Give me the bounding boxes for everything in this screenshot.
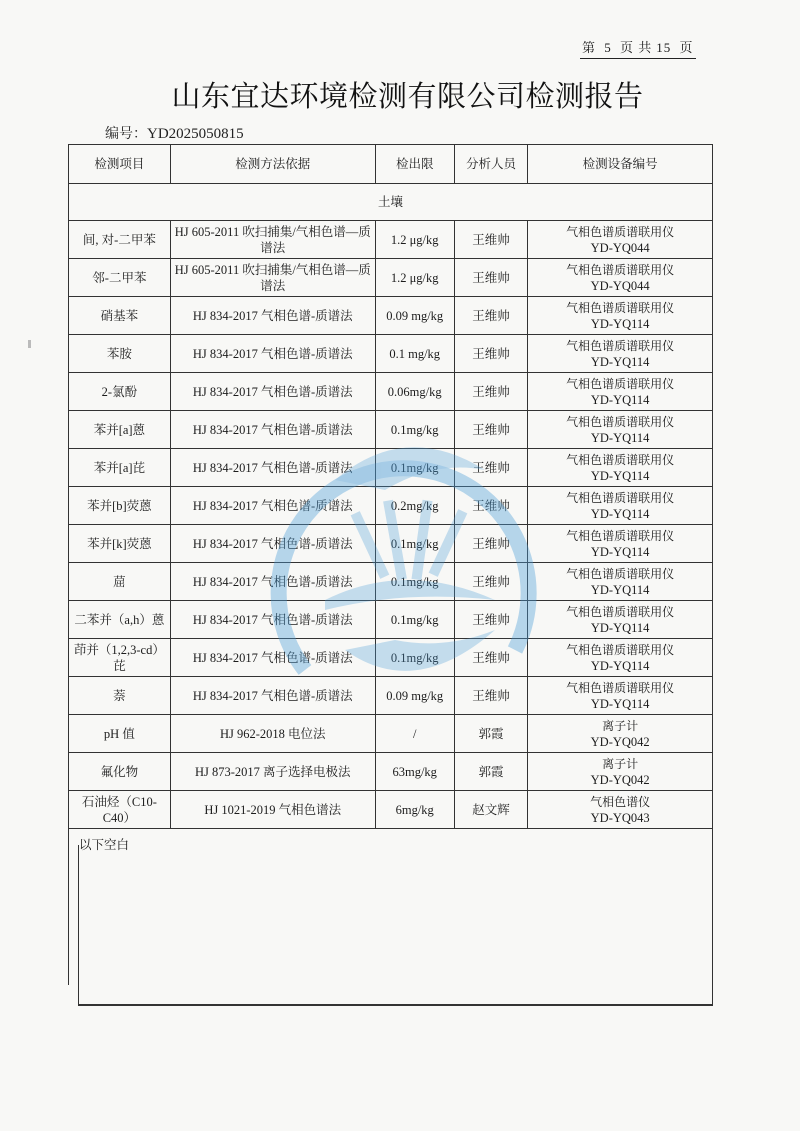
equipment-name: 气相色谱质谱联用仪 — [566, 528, 675, 543]
table-row — [69, 221, 713, 259]
equipment-name: 气相色谱质谱联用仪 — [566, 262, 675, 277]
equipment — [528, 677, 713, 715]
test-item: 石油烃（C10-C40） — [69, 791, 171, 829]
test-method: HJ 873-2017 离子选择电极法 — [170, 753, 375, 791]
equipment-name: 气相色谱质谱联用仪 — [566, 604, 675, 619]
section-row — [69, 184, 713, 221]
detection-limit: 6mg/kg — [375, 791, 454, 829]
test-item: 萘 — [69, 677, 171, 715]
analyst: 王维帅 — [454, 373, 528, 411]
detection-limit: 63mg/kg — [375, 753, 454, 791]
report-title: 山东宜达环境检测有限公司检测报告 — [171, 79, 644, 113]
detection-limit: 0.1mg/kg — [375, 525, 454, 563]
blank-note-row — [69, 829, 713, 986]
equipment-id: YD-YQ043 — [590, 810, 650, 825]
equipment-name: 气相色谱质谱联用仪 — [566, 490, 675, 505]
col-header-limit: 检出限 — [375, 145, 454, 184]
table-row — [69, 411, 713, 449]
analyst: 王维帅 — [454, 601, 528, 639]
equipment — [528, 715, 713, 753]
equipment-id: YD-YQ114 — [590, 582, 650, 597]
detection-limit: 0.09 mg/kg — [375, 677, 454, 715]
equipment-name: 气相色谱质谱联用仪 — [566, 224, 675, 239]
analyst: 王维帅 — [454, 411, 528, 449]
test-item: 苯并[k]荧蒽 — [69, 525, 171, 563]
analyst: 郭霞 — [454, 715, 528, 753]
page-total: 15 — [656, 40, 672, 55]
test-item: 间, 对-二甲苯 — [69, 221, 171, 259]
detection-limit: 0.09 mg/kg — [375, 297, 454, 335]
detection-limit: 0.2mg/kg — [375, 487, 454, 525]
analyst: 王维帅 — [454, 221, 528, 259]
detection-limit: 0.1 mg/kg — [375, 335, 454, 373]
equipment — [528, 601, 713, 639]
equipment — [528, 791, 713, 829]
test-item: 苯并[a]蒽 — [69, 411, 171, 449]
test-method: HJ 834-2017 气相色谱-质谱法 — [170, 601, 375, 639]
analyst: 王维帅 — [454, 525, 528, 563]
test-item: 茚并（1,2,3-cd）芘 — [69, 639, 171, 677]
test-method: HJ 834-2017 气相色谱-质谱法 — [170, 677, 375, 715]
equipment-id: YD-YQ114 — [590, 696, 650, 711]
equipment-id: YD-YQ044 — [590, 278, 650, 293]
detection-limit: 0.1mg/kg — [375, 563, 454, 601]
test-method: HJ 834-2017 气相色谱-质谱法 — [170, 525, 375, 563]
test-method: HJ 834-2017 气相色谱-质谱法 — [170, 411, 375, 449]
table-row — [69, 297, 713, 335]
table-row — [69, 373, 713, 411]
report-number-label: 编号： — [105, 126, 147, 142]
equipment-id: YD-YQ044 — [590, 240, 650, 255]
blank-note: 以下空白 — [69, 829, 713, 986]
analyst: 王维帅 — [454, 677, 528, 715]
equipment-id: YD-YQ042 — [590, 734, 650, 749]
table-row — [69, 639, 713, 677]
page-number — [580, 37, 696, 59]
equipment-id: YD-YQ114 — [590, 468, 650, 483]
test-item: 苯并[b]荧蒽 — [69, 487, 171, 525]
table-row — [69, 487, 713, 525]
equipment-id: YD-YQ114 — [590, 620, 650, 635]
equipment-name: 气相色谱质谱联用仪 — [566, 338, 675, 353]
analyst: 王维帅 — [454, 297, 528, 335]
test-method: HJ 1021-2019 气相色谱法 — [170, 791, 375, 829]
detection-limit: 0.1mg/kg — [375, 411, 454, 449]
equipment — [528, 335, 713, 373]
equipment — [528, 525, 713, 563]
detection-limit: 0.06mg/kg — [375, 373, 454, 411]
equipment-name: 气相色谱质谱联用仪 — [566, 566, 675, 581]
equipment — [528, 221, 713, 259]
equipment-id: YD-YQ114 — [590, 316, 650, 331]
test-method: HJ 834-2017 气相色谱-质谱法 — [170, 487, 375, 525]
equipment-id: YD-YQ114 — [590, 506, 650, 521]
analyst: 王维帅 — [454, 449, 528, 487]
analyst: 王维帅 — [454, 335, 528, 373]
analyst: 王维帅 — [454, 563, 528, 601]
test-item: 苯并[a]芘 — [69, 449, 171, 487]
test-item: pH 值 — [69, 715, 171, 753]
detection-limit: / — [375, 715, 454, 753]
table-header-row — [69, 145, 713, 184]
test-method: HJ 834-2017 气相色谱-质谱法 — [170, 639, 375, 677]
equipment-name: 气相色谱仪 — [590, 794, 651, 809]
equipment — [528, 297, 713, 335]
equipment — [528, 753, 713, 791]
equipment-id: YD-YQ114 — [590, 544, 650, 559]
equipment-name: 离子计 — [602, 718, 639, 733]
test-method: HJ 605-2011 吹扫捕集/气相色谱—质谱法 — [170, 259, 375, 297]
equipment-id: YD-YQ114 — [590, 354, 650, 369]
equipment-name: 气相色谱质谱联用仪 — [566, 452, 675, 467]
scan-artifact — [28, 340, 31, 348]
equipment — [528, 563, 713, 601]
equipment — [528, 487, 713, 525]
equipment-id: YD-YQ114 — [590, 430, 650, 445]
test-item: 邻-二甲苯 — [69, 259, 171, 297]
detection-limit: 0.1mg/kg — [375, 639, 454, 677]
equipment-id: YD-YQ114 — [590, 392, 650, 407]
equipment-id: YD-YQ114 — [590, 658, 650, 673]
analyst: 赵文辉 — [454, 791, 528, 829]
table-row — [69, 601, 713, 639]
test-method: HJ 962-2018 电位法 — [170, 715, 375, 753]
table-row — [69, 259, 713, 297]
equipment-name: 气相色谱质谱联用仪 — [566, 300, 675, 315]
equipment-name: 气相色谱质谱联用仪 — [566, 376, 675, 391]
test-method: HJ 834-2017 气相色谱-质谱法 — [170, 563, 375, 601]
equipment-name: 气相色谱质谱联用仪 — [566, 414, 675, 429]
table-row — [69, 525, 713, 563]
test-item: 二苯并（a,h）蒽 — [69, 601, 171, 639]
col-header-equipment: 检测设备编号 — [528, 145, 713, 184]
test-method: HJ 605-2011 吹扫捕集/气相色谱—质谱法 — [170, 221, 375, 259]
equipment — [528, 449, 713, 487]
analyst: 郭霞 — [454, 753, 528, 791]
col-header-item: 检测项目 — [69, 145, 171, 184]
results-table — [68, 144, 713, 985]
col-header-analyst: 分析人员 — [454, 145, 528, 184]
table-row — [69, 563, 713, 601]
equipment — [528, 373, 713, 411]
frame-bottom-border — [78, 1004, 713, 1006]
report-number — [105, 123, 244, 143]
page-label-mid: 页 共 — [620, 40, 653, 55]
detection-limit: 1.2 μg/kg — [375, 259, 454, 297]
test-item: 硝基苯 — [69, 297, 171, 335]
equipment-name: 气相色谱质谱联用仪 — [566, 642, 675, 657]
analyst: 王维帅 — [454, 639, 528, 677]
test-item: 苯胺 — [69, 335, 171, 373]
table-row — [69, 449, 713, 487]
page-label-suffix: 页 — [679, 40, 694, 55]
page-current: 5 — [604, 40, 612, 55]
test-item: 氟化物 — [69, 753, 171, 791]
test-method: HJ 834-2017 气相色谱-质谱法 — [170, 373, 375, 411]
test-method: HJ 834-2017 气相色谱-质谱法 — [170, 297, 375, 335]
test-item: 2-氯酚 — [69, 373, 171, 411]
test-item: 䓛 — [69, 563, 171, 601]
table-row — [69, 753, 713, 791]
equipment-name: 气相色谱质谱联用仪 — [566, 680, 675, 695]
analyst: 王维帅 — [454, 259, 528, 297]
equipment — [528, 411, 713, 449]
table-row — [69, 791, 713, 829]
table-row — [69, 715, 713, 753]
analyst: 王维帅 — [454, 487, 528, 525]
page-label-prefix: 第 — [582, 40, 597, 55]
equipment — [528, 639, 713, 677]
col-header-method: 检测方法依据 — [170, 145, 375, 184]
table-row — [69, 677, 713, 715]
equipment-id: YD-YQ042 — [590, 772, 650, 787]
test-method: HJ 834-2017 气相色谱-质谱法 — [170, 335, 375, 373]
report-number-value: YD2025050815 — [147, 126, 244, 142]
table-row — [69, 335, 713, 373]
detection-limit: 0.1mg/kg — [375, 449, 454, 487]
equipment-name: 离子计 — [602, 756, 639, 771]
section-label: 土壤 — [69, 184, 713, 221]
equipment — [528, 259, 713, 297]
detection-limit: 0.1mg/kg — [375, 601, 454, 639]
detection-limit: 1.2 μg/kg — [375, 221, 454, 259]
test-method: HJ 834-2017 气相色谱-质谱法 — [170, 449, 375, 487]
